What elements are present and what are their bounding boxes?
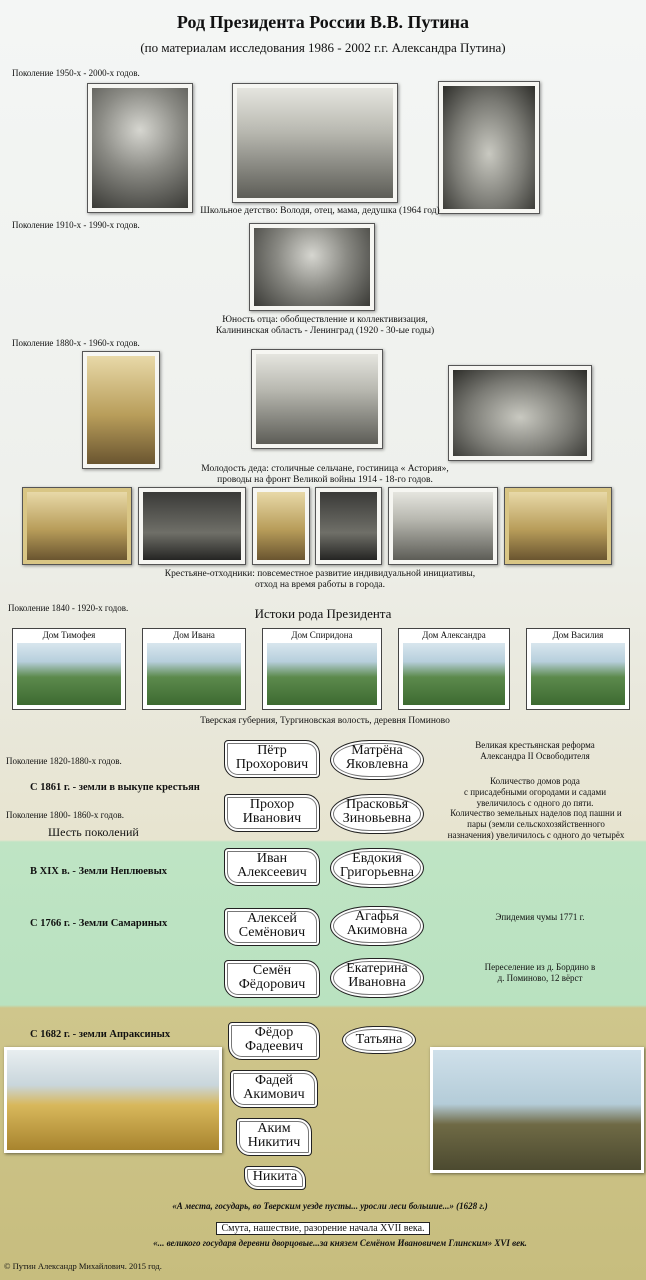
label-six-generations: Шесть поколений	[48, 825, 139, 839]
name-petr	[224, 740, 320, 778]
caption-grandfather-line2: проводы на фронт Великой войны 1914 - 18-го годов.	[217, 475, 433, 485]
troubles-label: Смута, нашествие, разорение начала XVII века.	[216, 1222, 429, 1235]
caption-peasants	[130, 569, 510, 591]
name-akim	[236, 1118, 312, 1156]
note-land-line3: назначения) увеличилось с одного до четырёх	[447, 830, 625, 840]
label-1766: С 1766 г. - Земли Самариных	[30, 918, 168, 929]
note-land	[430, 808, 642, 841]
label-1682: С 1682 г. - земли Апраксиных	[30, 1029, 171, 1040]
name-prokhor-patronymic: Иванович	[242, 811, 302, 826]
name-akim-patronymic: Никитич	[247, 1135, 301, 1150]
copyright: © Путин Александр Михайлович. 2015 год.	[4, 1261, 162, 1271]
note-houses-line1: Количество домов рода	[490, 776, 580, 786]
photo-grandfather-family	[448, 365, 592, 461]
name-ivan-patronymic: Алексеевич	[237, 865, 307, 880]
name-semyon-first: Семён	[252, 963, 292, 978]
name-praskovya-patronymic: Зиновьевна	[342, 811, 412, 826]
name-aleksey-first: Алексей	[247, 911, 297, 926]
name-petr-patronymic: Прохорович	[235, 757, 309, 772]
quote-1628: «А места, государь, во Тверским уезде пусты... уросли леси большие...» (1628 г.)	[172, 1201, 488, 1211]
caption-youth-line1: Юность отца: обобществление и коллективизация,	[222, 315, 428, 325]
name-praskovya	[330, 794, 424, 834]
page-title: Род Президента России В.В. Путина	[176, 12, 470, 32]
troubles-wrapper	[0, 1218, 646, 1236]
name-evdokiya-patronymic: Григорьевна	[339, 865, 414, 880]
name-nikita-first: Никита	[252, 1169, 298, 1184]
label-1861: С 1861 г. - земли в выкупе крестьян	[30, 782, 200, 793]
name-ivan	[224, 848, 320, 886]
caption-grandfather	[150, 464, 500, 486]
note-houses-line2: с присадебными огородами и садами	[463, 787, 607, 797]
house-timofey	[12, 628, 126, 710]
house-timofey-label: Дом Тимофея	[42, 630, 96, 640]
page-subtitle: (по материалам исследования 1986 - 2002 г.г. Александра Путина)	[140, 40, 506, 55]
note-land-line2: пары (земли сельскохозяйственного	[467, 819, 605, 829]
house-spiridon	[262, 628, 382, 710]
photo-astoria-hotel	[251, 349, 383, 449]
name-prokhor	[224, 794, 320, 832]
photo-peasants-2	[138, 487, 246, 565]
quote-16th-century: «... великого государя деревни дворцовые...за князем Семёном Ивановичем Глинским» XVI век.	[153, 1238, 527, 1248]
photo-family-1964	[232, 83, 398, 203]
photo-father-youth	[249, 223, 375, 311]
note-land-line1: Количество земельных наделов под пашни и	[450, 808, 622, 818]
name-fedor	[228, 1022, 320, 1060]
name-nikita	[244, 1166, 306, 1190]
name-praskovya-first: Прасковья	[345, 797, 409, 812]
caption-youth	[160, 315, 490, 337]
house-spiridon-label: Дом Спиридона	[291, 630, 353, 640]
origins-heading: Истоки рода Президента	[254, 606, 392, 621]
note-move	[440, 962, 640, 984]
name-akim-first: Аким	[257, 1121, 291, 1136]
photo-mother	[438, 81, 540, 214]
house-vasily	[526, 628, 630, 710]
caption-youth-line2: Калининская область - Ленинград (1920 - 30-ые годы)	[215, 326, 435, 336]
name-agafya-first: Агафья	[355, 909, 399, 924]
name-agafya	[330, 906, 424, 946]
name-aleksey	[224, 908, 320, 946]
name-prokhor-first: Прохор	[249, 797, 295, 812]
name-fedor-patronymic: Фадеевич	[245, 1039, 303, 1054]
house-ivan	[142, 628, 246, 710]
photo-peasants-5	[388, 487, 498, 565]
photo-childhood-1	[87, 83, 193, 213]
name-aleksey-patronymic: Семёнович	[238, 925, 306, 940]
house-alexander-label: Дом Александра	[422, 630, 486, 640]
house-ivan-label: Дом Ивана	[173, 630, 215, 640]
name-ekaterina-patronymic: Ивановна	[348, 975, 406, 990]
generation-label-1800: Поколение 1800- 1860-х годов.	[6, 810, 124, 820]
name-fadey	[230, 1070, 318, 1108]
generation-label-1910: Поколение 1910-х - 1990-х годов.	[12, 220, 140, 230]
generation-label-1820: Поколение 1820-1880-х годов.	[6, 756, 122, 766]
generation-label-1840: Поколение 1840 - 1920-х годов.	[8, 603, 129, 613]
name-tatyana	[342, 1026, 416, 1054]
note-houses-line3: увеличилось с одного до пяти.	[476, 798, 594, 808]
caption-grandfather-line1: Молодость деда: столичные сельчане, гостиница « Астория»,	[201, 464, 449, 474]
name-semyon-patronymic: Фёдорович	[238, 977, 306, 992]
painting-harvest	[4, 1047, 222, 1153]
label-19th-century: В XIX в. - Земли Неплюевых	[30, 866, 168, 877]
photo-peasants-4	[315, 487, 382, 565]
painting-plowing	[430, 1047, 644, 1173]
note-plague: Эпидемия чумы 1771 г.	[495, 912, 585, 922]
photo-grandfather-pair	[82, 351, 160, 469]
note-reform-line1: Великая крестьянская реформа	[475, 740, 595, 750]
name-petr-first: Пётр	[257, 743, 287, 758]
name-matryona-first: Матрёна	[351, 743, 403, 758]
name-semyon	[224, 960, 320, 998]
house-alexander	[398, 628, 510, 710]
house-vasily-label: Дом Василия	[552, 630, 604, 640]
photo-peasants-3	[252, 487, 310, 565]
note-houses	[430, 776, 640, 809]
name-matryona	[330, 740, 424, 780]
note-reform	[430, 740, 640, 762]
name-evdokiya-first: Евдокия	[352, 851, 402, 866]
photo-peasants-1	[22, 487, 132, 565]
name-ekaterina	[330, 958, 424, 998]
caption-peasants-line1: Крестьяне-отходники: повсеместное развитие индивидуальной инициативы,	[164, 569, 476, 579]
name-evdokiya	[330, 848, 424, 888]
note-reform-line2: Александра II Освободителя	[480, 751, 590, 761]
name-tatyana-first: Татьяна	[355, 1032, 403, 1047]
name-fedor-first: Фёдор	[254, 1025, 294, 1040]
note-move-line1: Переселение из д. Бордино в	[484, 962, 596, 972]
note-move-line2: д. Поминово, 12 вёрст	[497, 973, 583, 983]
photo-peasants-6	[504, 487, 612, 565]
name-ivan-first: Иван	[256, 851, 288, 866]
caption-peasants-line2: отход на время работы в города.	[255, 580, 385, 590]
name-fadey-patronymic: Акимович	[243, 1087, 305, 1102]
caption-childhood: Школьное детство: Володя, отец, мама, дедушка (1964 год)	[200, 206, 440, 216]
generation-label-1880: Поколение 1880-х - 1960-х годов.	[12, 338, 140, 348]
name-ekaterina-first: Екатерина	[346, 961, 408, 976]
name-agafya-patronymic: Акимовна	[346, 923, 408, 938]
caption-village: Тверская губерния, Тургиновская волость, деревня Поминово	[200, 716, 450, 726]
generation-label-1950: Поколение 1950-х - 2000-х годов.	[12, 68, 140, 78]
name-fadey-first: Фадей	[254, 1073, 294, 1088]
name-matryona-patronymic: Яковлевна	[345, 757, 409, 772]
